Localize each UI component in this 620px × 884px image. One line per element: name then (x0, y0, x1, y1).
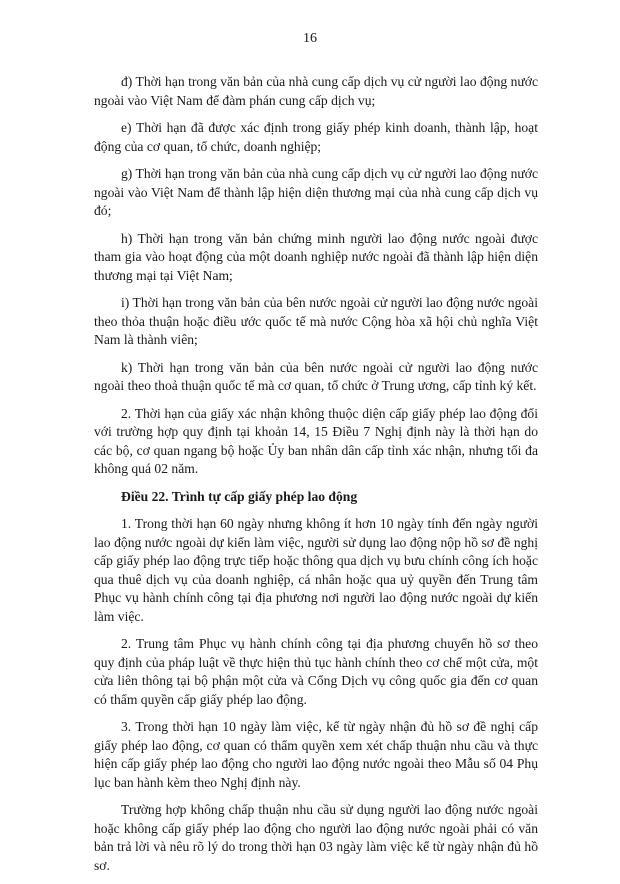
page-number: 16 (303, 31, 317, 46)
paragraph-clause-2: 2. Thời hạn của giấy xác nhận không thuộc diện cấp giấy phép lao động đối với trường hợp quy định tại khoản 14, 15 Điều 7 Nghị định này là thời hạn do các bộ, cơ quan ngang bộ hoặc Ủy ban nhân dân cấp tỉnh xác nhận, nhưng tối đa không quá 02 năm. (94, 405, 538, 476)
paragraph-article22-refusal: Trường hợp không chấp thuận nhu cầu sử dụng người lao động nước ngoài hoặc không cấp giấy phép lao động cho người lao động nước ngoài phải có văn bản trả lời và nêu rõ lý do trong thời hạn 03 ngày làm việc kể từ ngày nhận đủ hồ sơ. (94, 802, 538, 873)
document-body (94, 73, 538, 884)
paragraph-item-g: g) Thời hạn trong văn bản của nhà cung cấp dịch vụ cử người lao động nước ngoài vào Việt Nam để thành lập hiện diện thương mại của nhà cung cấp dịch vụ đó; (94, 166, 538, 218)
paragraph-item-i: i) Thời hạn trong văn bản của bên nước ngoài cử người lao động nước ngoài theo thỏa thuận hoặc điều ước quốc tế mà nước Cộng hòa xã hội chủ nghĩa Việt Nam là thành viên; (94, 295, 538, 347)
paragraph-item-dd: đ) Thời hạn trong văn bản của nhà cung cấp dịch vụ cử người lao động nước ngoài vào Việt Nam để đàm phán cung cấp dịch vụ; (94, 74, 538, 108)
paragraph-article22-clause-3: 3. Trong thời hạn 10 ngày làm việc, kể từ ngày nhận đủ hồ sơ đề nghị cấp giấy phép lao động, cơ quan có thẩm quyền xem xét chấp thuận nhu cầu và thực hiện cấp giấy phép lao động cho người lao động nước ngoài theo Mẫu số 04 Phụ lục ban hành kèm theo Nghị định này. (94, 719, 538, 790)
paragraph-article22-clause-1: 1. Trong thời hạn 60 ngày nhưng không ít hơn 10 ngày tính đến ngày người lao động nước ngoài dự kiến làm việc, người sử dụng lao động nộp hồ sơ đề nghị cấp giấy phép lao động trực tiếp hoặc thông qua dịch vụ bưu chính công ích hoặc qua thuê dịch vụ của doanh nghiệp, cá nhân hoặc qua uỷ quyền đến Trung tâm Phục vụ hành chính công tại địa phương nơi người lao động nước ngoài dự kiến làm việc. (94, 516, 538, 624)
article-heading: Điều 22. Trình tự cấp giấy phép lao động (121, 488, 358, 504)
paragraph-item-k: k) Thời hạn trong văn bản của bên nước ngoài cử người lao động nước ngoài theo thoả thuận quốc tế mà cơ quan, tổ chức ở Trung ương, cấp tỉnh ký kết. (94, 359, 538, 393)
paragraph-item-e: e) Thời hạn đã được xác định trong giấy phép kinh doanh, thành lập, hoạt động của cơ quan, tổ chức, doanh nghiệp; (94, 120, 538, 154)
paragraph-item-h: h) Thời hạn trong văn bản chứng minh người lao động nước ngoài được tham gia vào hoạt động của một doanh nghiệp nước ngoài đã thành lập hiện diện thương mại tại Việt Nam; (94, 230, 538, 283)
paragraph-article22-clause-2: 2. Trung tâm Phục vụ hành chính công tại địa phương chuyển hồ sơ theo quy định của pháp luật về thực hiện thủ tục hành chính theo cơ chế một cửa, một cửa liên thông tại bộ phận một cửa và Cổng Dịch vụ công quốc gia đến cơ quan có thẩm quyền cấp giấy phép lao động. (94, 636, 538, 707)
